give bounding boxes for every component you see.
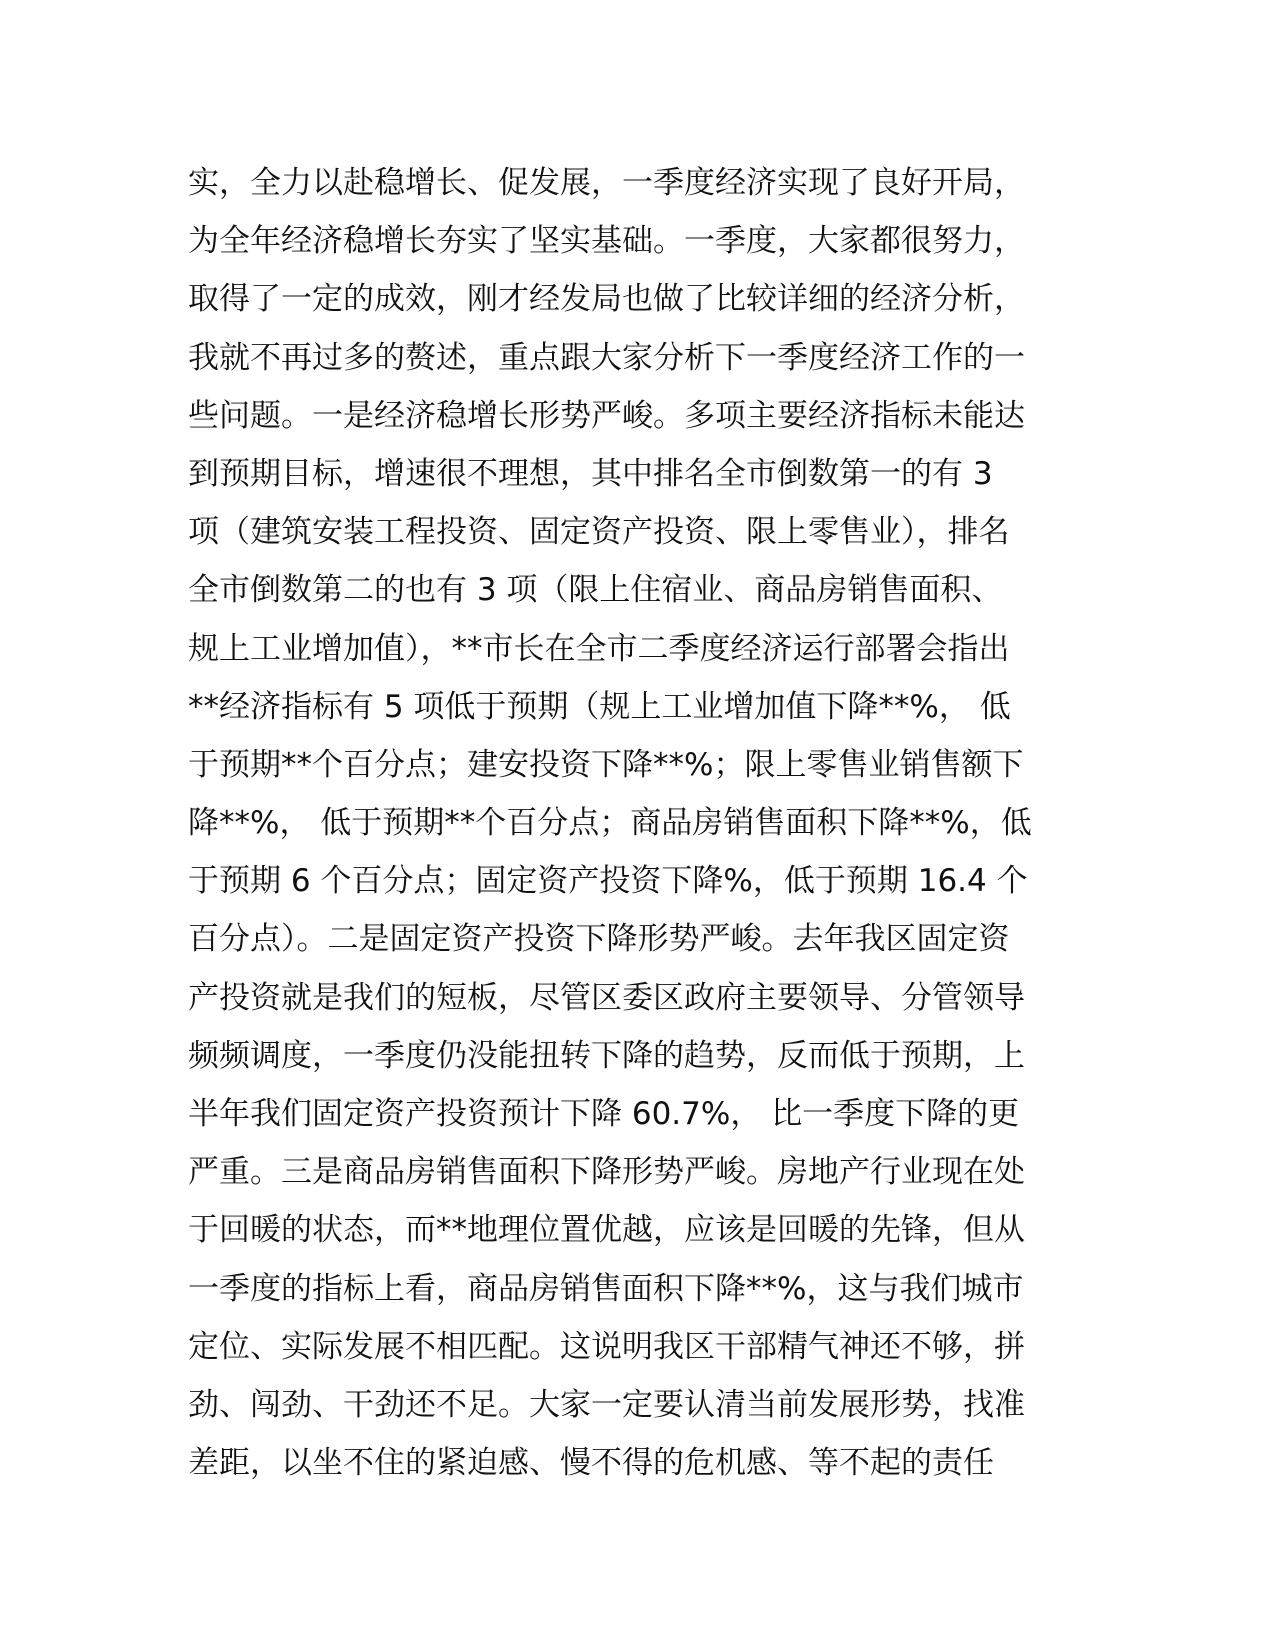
text-line: 取得了一定的成效，刚才经发局也做了比较详细的经济分析， bbox=[188, 281, 1025, 318]
text-line: 劲、闯劲、干劲还不足。大家一定要认清当前发展形势，找准 bbox=[188, 1386, 1025, 1423]
text-line: 降**%， 低于预期**个百分点；商品房销售面积下降**%，低 bbox=[188, 805, 1032, 842]
text-line: 于预期 6 个百分点；固定资产投资下降%，低于预期 16.4 个 bbox=[188, 863, 1028, 900]
text-line: 为全年经济稳增长夯实了坚实基础。一季度，大家都很努力， bbox=[188, 223, 1025, 260]
text-line: 频频调度，一季度仍没能扭转下降的趋势，反而低于预期，上 bbox=[188, 1037, 1025, 1074]
text-line: 于预期**个百分点；建安投资下降**%；限上零售业销售额下 bbox=[188, 746, 1024, 783]
text-line: 些问题。一是经济稳增长形势严峻。多项主要经济指标未能达 bbox=[188, 397, 1025, 434]
text-line: 实，全力以赴稳增长、促发展，一季度经济实现了良好开局， bbox=[188, 165, 1025, 201]
text-line: 百分点）。二是固定资产投资下降形势严峻。去年我区固定资 bbox=[188, 921, 1010, 958]
text-line: 严重。三是商品房销售面积下降形势严峻。房地产行业现在处 bbox=[188, 1154, 1025, 1191]
text-line: 我就不再过多的赘述，重点跟大家分析下一季度经济工作的一 bbox=[188, 339, 1025, 376]
body-paragraph bbox=[188, 154, 1088, 1492]
text-line: 项（建筑安装工程投资、固定资产投资、限上零售业），排名 bbox=[188, 514, 1010, 551]
text-line: **经济指标有 5 项低于预期（规上工业增加值下降**%， 低 bbox=[188, 688, 1011, 725]
text-line: 差距，以坐不住的紧迫感、慢不得的危机感、等不起的责任 bbox=[188, 1445, 994, 1482]
text-line: 到预期目标，增速很不理想，其中排名全市倒数第一的有 3 bbox=[188, 455, 993, 492]
text-line: 一季度的指标上看，商品房销售面积下降**%，这与我们城市 bbox=[188, 1270, 1024, 1307]
text-line: 规上工业增加值），**市长在全市二季度经济运行部署会指出 bbox=[188, 630, 1010, 667]
text-line: 定位、实际发展不相匹配。这说明我区干部精气神还不够，拼 bbox=[188, 1328, 1025, 1365]
text-line: 于回暖的状态，而**地理位置优越，应该是回暖的先锋，但从 bbox=[188, 1212, 1025, 1249]
text-line: 全市倒数第二的也有 3 项（限上住宿业、商品房销售面积、 bbox=[188, 572, 1003, 609]
text-line: 半年我们固定资产投资预计下降 60.7%， 比一季度下降的更 bbox=[188, 1096, 1020, 1132]
text-line: 产投资就是我们的短板，尽管区委区政府主要领导、分管领导 bbox=[188, 979, 1025, 1016]
